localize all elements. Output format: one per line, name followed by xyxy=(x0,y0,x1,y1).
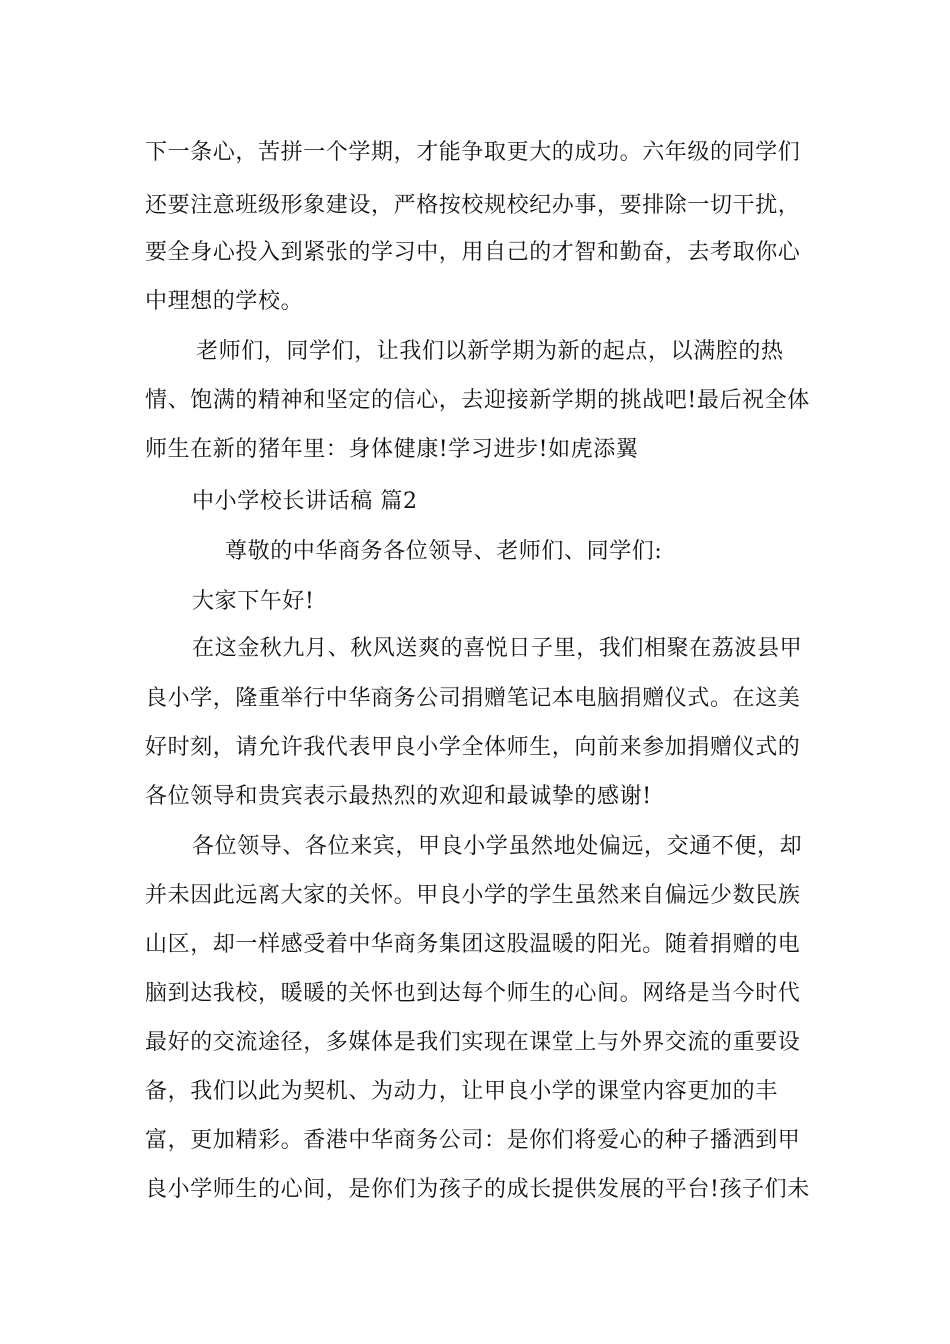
paragraph-2-line-2: 情、饱满的精神和坚定的信心，去迎接新学期的挑战吧!最后祝全体 xyxy=(145,388,810,413)
paragraph-4-line-7: 富，更加精彩。香港中华商务公司：是你们将爱心的种子播洒到甲 xyxy=(145,1128,801,1153)
paragraph-4-line-4: 脑到达我校，暖暖的关怀也到达每个师生的心间。网络是当今时代 xyxy=(145,981,801,1006)
paragraph-1-line-4: 中理想的学校。 xyxy=(145,289,304,314)
greeting: 大家下午好! xyxy=(192,589,315,614)
paragraph-4-line-2: 并未因此远离大家的关怀。甲良小学的学生虽然来自偏远少数民族 xyxy=(145,883,801,908)
paragraph-3-line-2: 良小学，隆重举行中华商务公司捐赠笔记本电脑捐赠仪式。在这美 xyxy=(145,686,801,711)
paragraph-2-line-1: 老师们，同学们，让我们以新学期为新的起点，以满腔的热 xyxy=(196,339,784,364)
section-heading: 中小学校长讲话稿 篇2 xyxy=(192,489,418,514)
paragraph-1-line-3: 要全身心投入到紧张的学习中，用自己的才智和勤奋，去考取你心 xyxy=(145,240,801,265)
paragraph-4-line-8: 良小学师生的心间，是你们为孩子的成长提供发展的平台!孩子们未 xyxy=(145,1177,810,1202)
paragraph-4-line-6: 备，我们以此为契机、为动力，让甲良小学的课堂内容更加的丰 xyxy=(145,1079,778,1104)
salutation: 尊敬的中华商务各位领导、老师们、同学们: xyxy=(225,539,663,564)
paragraph-3-line-3: 好时刻，请允许我代表甲良小学全体师生，向前来参加捐赠仪式的 xyxy=(145,735,801,760)
paragraph-4-line-5: 最好的交流途径，多媒体是我们实现在课堂上与外界交流的重要设 xyxy=(145,1030,801,1055)
paragraph-1-line-1: 下一条心，苦拼一个学期，才能争取更大的成功。六年级的同学们 xyxy=(145,140,801,165)
paragraph-4-line-3: 山区，却一样感受着中华商务集团这股温暖的阳光。随着捐赠的电 xyxy=(145,932,801,957)
paragraph-2-line-3: 师生在新的猪年里：身体健康!学习进步!如虎添翼 xyxy=(145,437,639,462)
paragraph-3-line-4: 各位领导和贵宾表示最热烈的欢迎和最诚挚的感谢! xyxy=(145,784,652,809)
paragraph-4-line-1: 各位领导、各位来宾，甲良小学虽然地处偏远，交通不便，却 xyxy=(192,834,803,859)
paragraph-3-line-1: 在这金秋九月、秋风送爽的喜悦日子里，我们相聚在荔波县甲 xyxy=(192,636,803,661)
paragraph-1-line-2: 还要注意班级形象建设，严格按校规校纪办事，要排除一切干扰， xyxy=(145,193,801,218)
